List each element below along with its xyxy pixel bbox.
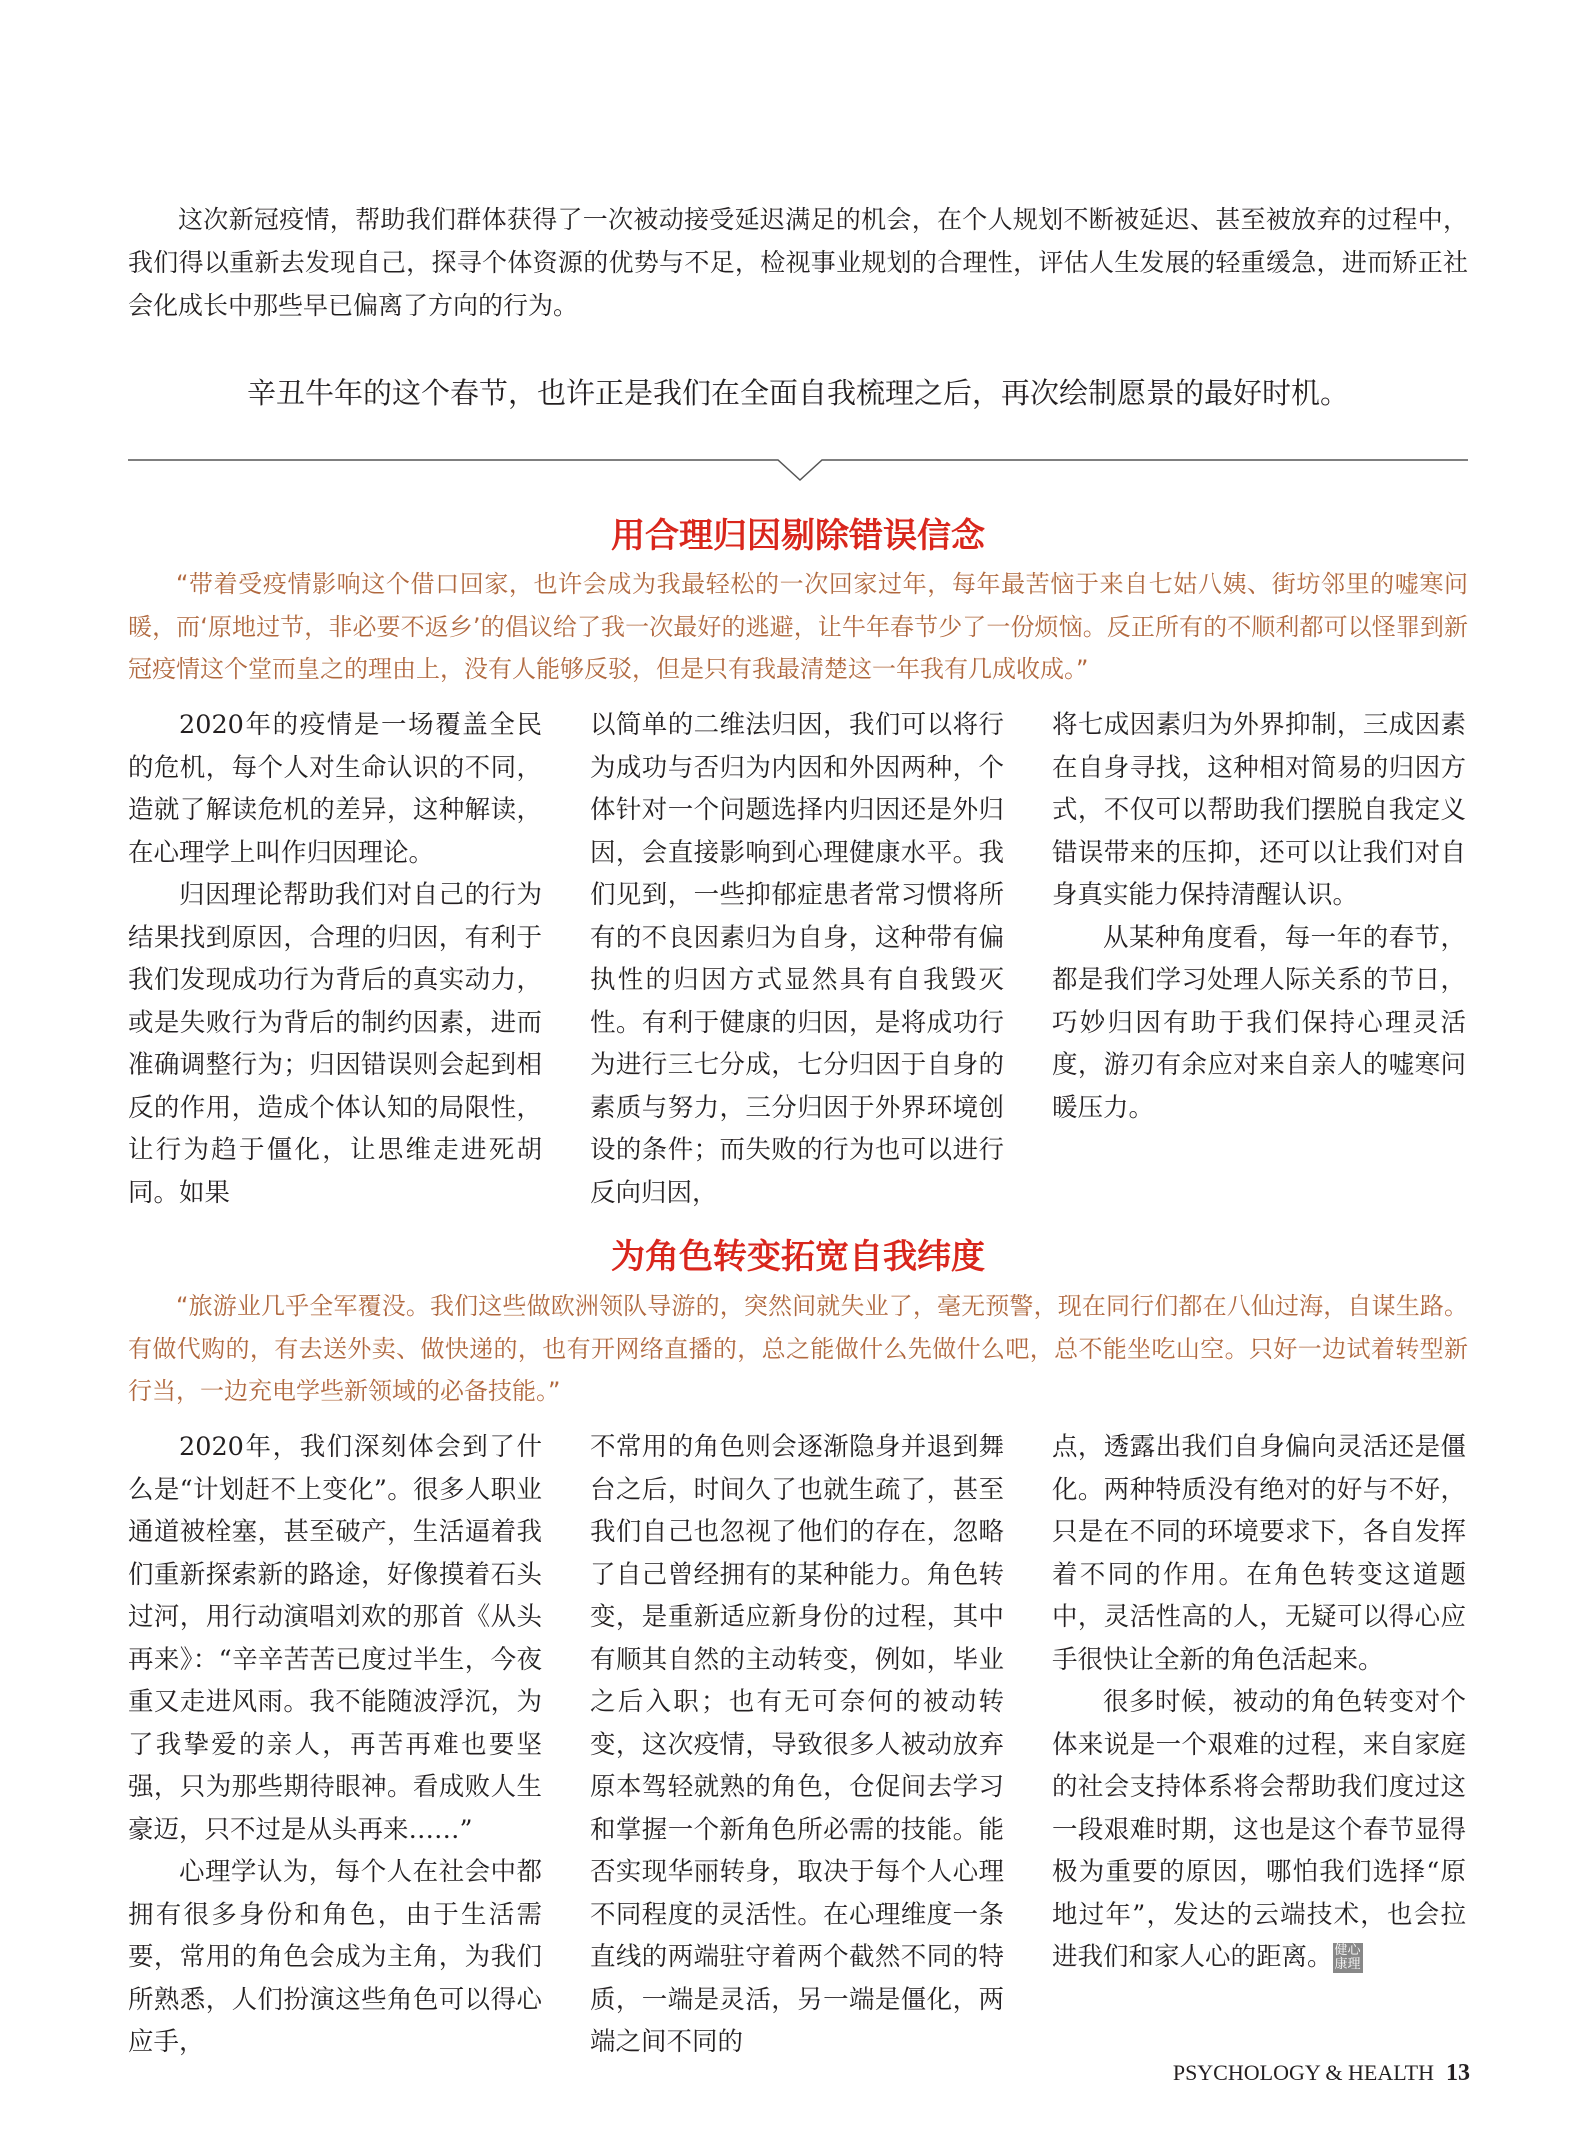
paragraph-text: 很多时候，被动的角色转变对个体来说是一个艰难的过程，来自家庭的社会支持体系将会帮助我们度过这一段艰难时期，这也是这个春节显得极为重要的原因，哪怕我们选择“原地过年”，发达的云端技术，也会拉进我们和家人心的距离。 bbox=[1052, 1687, 1466, 1972]
section2-column-3 bbox=[1052, 1426, 1466, 1979]
section1-column-2 bbox=[590, 704, 1004, 1214]
section-divider bbox=[128, 458, 1468, 482]
paragraph bbox=[1052, 1681, 1466, 1979]
lead-sentence: 辛丑牛年的这个春节，也许正是我们在全面自我梳理之后，再次绘制愿景的最好时机。 bbox=[246, 376, 1349, 410]
paragraph: 不常用的角色则会逐渐隐身并退到舞台之后，时间久了也就生疏了，甚至我们自己也忽视了他们的存在，忽略了自己曾经拥有的某种能力。角色转变，是重新适应新身份的过程，其中有顺其自然的主动转变，例如，毕业之后入职；也有无可奈何的被动转变，这次疫情，导致很多人被动放弃原本驾轻就熟的角色，仓促间去学习和掌握一个新角色所必需的技能。能否实现华丽转身，取决于每个人心理不同程度的灵活性。在心理维度一条直线的两端驻守着两个截然不同的特质，一端是灵活，另一端是僵化，两端之间不同的 bbox=[590, 1432, 1004, 2057]
section2-quote: “旅游业几乎全军覆没。我们这些做欧洲领队导游的，突然间就失业了，毫无预警，现在同行们都在八仙过海，自谋生路。有做代购的，有去送外卖、做快递的，也有开网络直播的，总之能做什么先做什么吧，总不能坐吃山空。只好一边试着转型新行当，一边充电学些新领域的必备技能。” bbox=[128, 1292, 1468, 1405]
paragraph: 2020年，我们深刻体会到了什么是“计划赶不上变化”。很多人职业通道被栓塞，甚至破产，生活逼着我们重新探索新的路途，好像摸着石头过河，用行动演唱刘欢的那首《从头再来》：“辛辛苦苦已度过半生，今夜重又走进风雨。我不能随波浮沉，为了我挚爱的亲人，再苦再难也要坚强，只为那些期待眼神。看成败人生豪迈，只不过是从头再来……” bbox=[128, 1432, 542, 1845]
paragraph: 以简单的二维法归因，我们可以将行为成功与否归为内因和外因两种，个体针对一个问题选择内归因还是外归因，会直接影响到心理健康水平。我们见到，一些抑郁症患者常习惯将所有的不良因素归为自身，这种带有偏执性的归因方式显然具有自我毁灭性。有利于健康的归因，是将成功行为进行三七分成，七分归因于自身的素质与努力，三分归因于外界环境创设的条件；而失败的行为也可以进行反向归因， bbox=[590, 710, 1004, 1208]
section1-quote: “带着受疫情影响这个借口回家，也许会成为我最轻松的一次回家过年，每年最苦恼于来自七姑八姨、街坊邻里的嘘寒问暖，而‘原地过节，非必要不返乡’的倡议给了我一次最好的逃避，让牛年春节少了一份烦恼。反正所有的不顺利都可以怪罪到新冠疫情这个堂而皇之的理由上，没有人能够反驳，但是只有我最清楚这一年我有几成收成。” bbox=[128, 570, 1468, 683]
paragraph: 归因理论帮助我们对自己的行为结果找到原因，合理的归因，有利于我们发现成功行为背后的真实动力，或是失败行为背后的制约因素，进而准确调整行为；归因错误则会起到相反的作用，造成个体认知的局限性，让行为趋于僵化，让思维走进死胡同。如果 bbox=[128, 880, 542, 1208]
section1-heading: 用合理归因剔除错误信念 bbox=[611, 516, 985, 556]
section2-heading: 为角色转变拓宽自我纬度 bbox=[611, 1237, 985, 1277]
section2-column-2 bbox=[590, 1426, 1004, 2064]
paragraph: 2020年的疫情是一场覆盖全民的危机，每个人对生命认识的不同，造就了解读危机的差异，这种解读，在心理学上叫作归因理论。 bbox=[128, 710, 542, 868]
paragraph: 从某种角度看，每一年的春节，都是我们学习处理人际关系的节日，巧妙归因有助于我们保持心理灵活度，游刃有余应对来自亲人的嘘寒问暖压力。 bbox=[1052, 922, 1466, 1123]
paragraph: 将七成因素归为外界抑制，三成因素在自身寻找，这种相对简易的归因方式，不仅可以帮助我们摆脱自我定义错误带来的压抑，还可以让我们对自身真实能力保持清醒认识。 bbox=[1052, 710, 1466, 910]
end-seal-icon bbox=[1333, 1943, 1363, 1973]
page-footer bbox=[1100, 2060, 1470, 2087]
intro-paragraph: 这次新冠疫情，帮助我们群体获得了一次被动接受延迟满足的机会，在个人规划不断被延迟、甚至被放弃的过程中，我们得以重新去发现自己，探寻个体资源的优势与不足，检视事业规划的合理性，评估人生发展的轻重缓急，进而矫正社会化成长中那些早已偏离了方向的行为。 bbox=[128, 205, 1468, 320]
end-seal-text: 健心康理 bbox=[1334, 1943, 1361, 1972]
section1-column-3 bbox=[1052, 704, 1466, 1129]
section2-column-1 bbox=[128, 1426, 542, 2064]
section1-column-1 bbox=[128, 704, 542, 1214]
paragraph: 心理学认为，每个人在社会中都拥有很多身份和角色，由于生活需要，常用的角色会成为主角，为我们所熟悉，人们扮演这些角色可以得心应手， bbox=[128, 1857, 542, 2057]
magazine-name: PSYCHOLOGY & HEALTH bbox=[1172, 2060, 1434, 2085]
paragraph: 点，透露出我们自身偏向灵活还是僵化。两种特质没有绝对的好与不好，只是在不同的环境要求下，各自发挥着不同的作用。在角色转变这道题中，灵活性高的人，无疑可以得心应手很快让全新的角色活起来。 bbox=[1052, 1432, 1466, 1675]
page-number: 13 bbox=[1446, 2060, 1470, 2086]
